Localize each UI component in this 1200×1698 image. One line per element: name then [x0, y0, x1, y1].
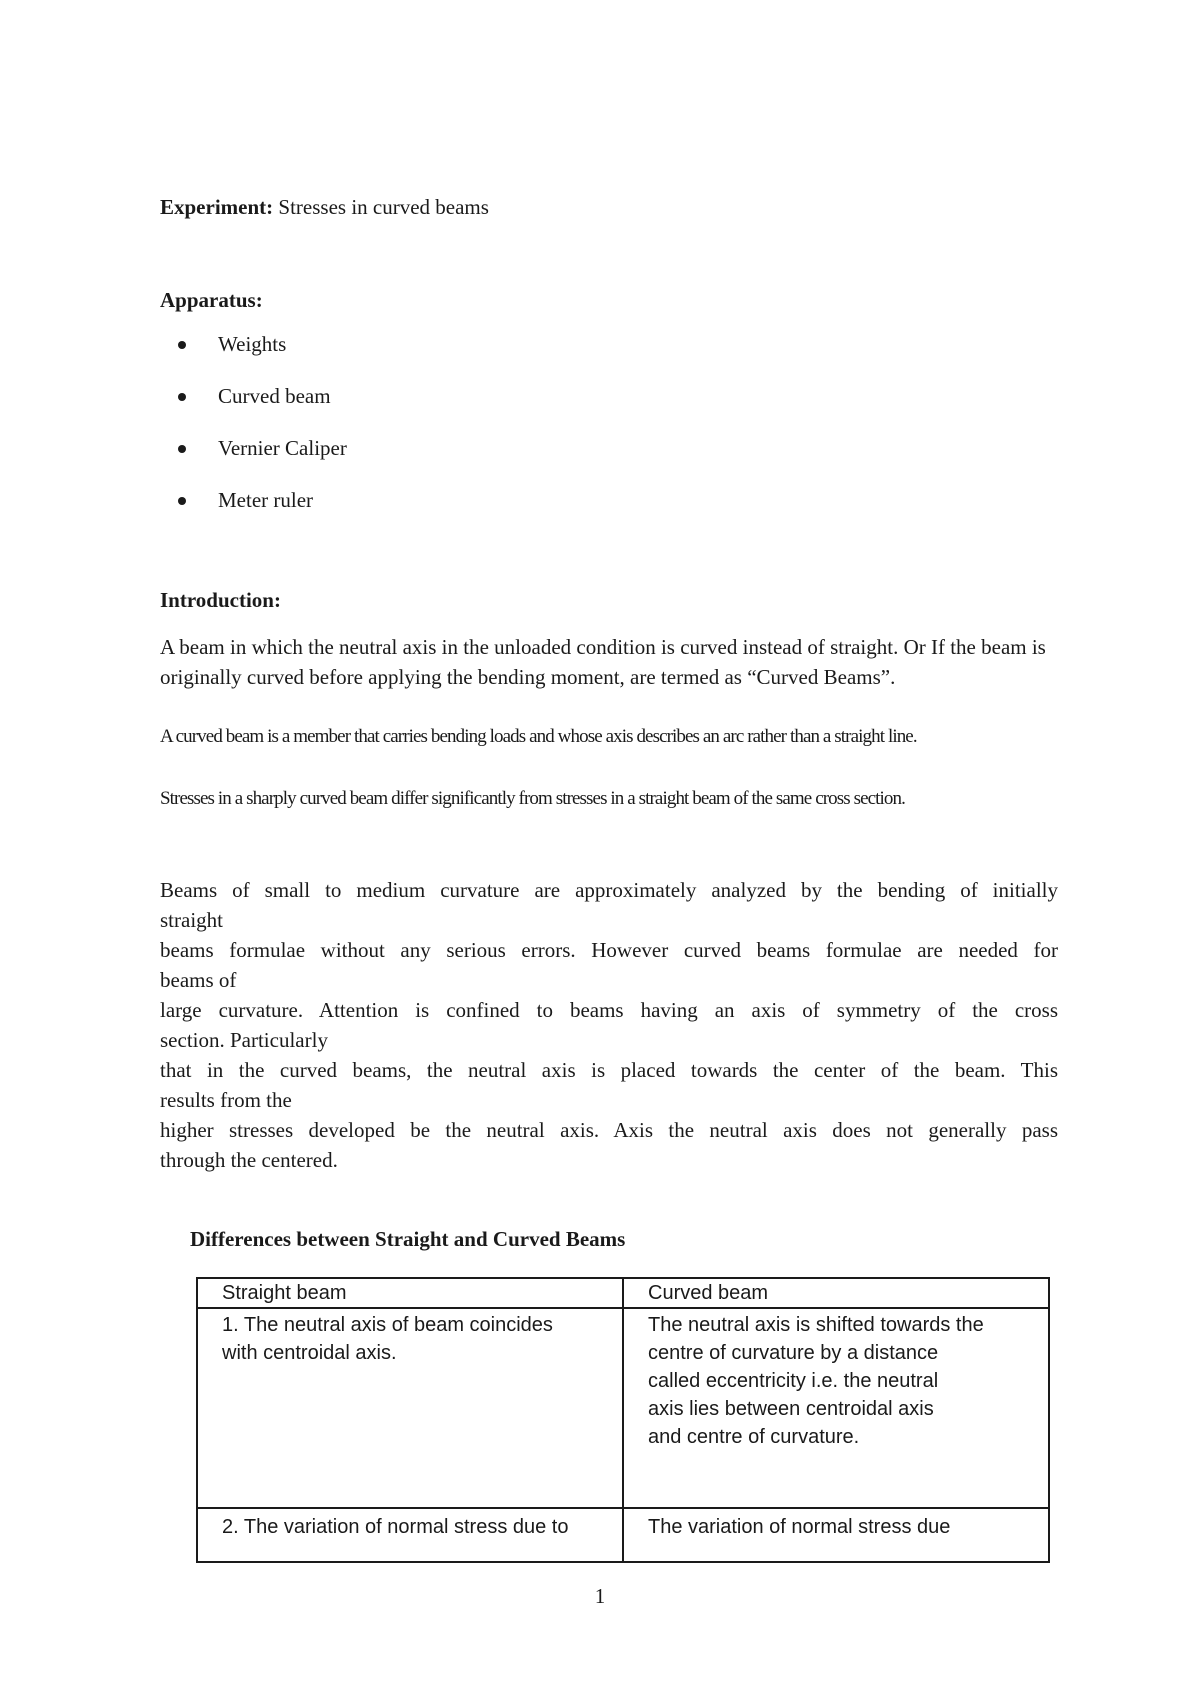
apparatus-list	[178, 330, 347, 538]
list-item	[178, 330, 347, 382]
intro-paragraph-1: A beam in which the neutral axis in the unloaded condition is curved instead of straight. Or If the beam is originally curved before applying the bending moment, are termed as “Curved Beams”.	[160, 635, 1046, 689]
bullet-icon	[178, 341, 186, 349]
differences-table	[196, 1277, 1050, 1563]
cell-line: 1. The neutral axis of beam coincides	[222, 1314, 553, 1336]
paragraph-line: straight	[160, 908, 223, 932]
cell-line: The neutral axis is shifted towards the	[648, 1314, 984, 1336]
paragraph-line: through the centered.	[160, 1148, 338, 1172]
cell-line: The variation of normal stress due	[648, 1516, 951, 1538]
cell-line: and centre of curvature.	[648, 1426, 860, 1448]
experiment-title: Stresses in curved beams	[278, 195, 489, 219]
paragraph-line: higher stresses developed be the neutral axis. Axis the neutral axis does not generally pass	[160, 1118, 1058, 1142]
intro-paragraph-3: Stresses in a sharply curved beam differ significantly from stresses in a straight beam of the same cross section.	[160, 788, 905, 809]
list-item	[178, 486, 347, 538]
intro-paragraph-2: A curved beam is a member that carries bending loads and whose axis describes an arc rather than a straight line.	[160, 726, 917, 747]
introduction-heading: Introduction:	[160, 588, 281, 612]
paragraph-line: that in the curved beams, the neutral axis is placed towards the center of the beam. This	[160, 1058, 1058, 1082]
column-header-straight: Straight beam	[197, 1278, 623, 1308]
paragraph-line: beams of	[160, 968, 237, 992]
cell-line: axis lies between centroidal axis	[648, 1398, 934, 1420]
paragraph-line: large curvature. Attention is confined to beams having an axis of symmetry of the cross	[160, 998, 1058, 1022]
list-item-label: Vernier Caliper	[218, 436, 347, 460]
paragraph-line: results from the	[160, 1088, 292, 1112]
cell-line: 2. The variation of normal stress due to	[222, 1516, 569, 1538]
curved-beam-cell	[623, 1508, 1049, 1562]
cell-line: called eccentricity i.e. the neutral	[648, 1370, 939, 1392]
paragraph-line: beams formulae without any serious errors. However curved beams formulae are needed for	[160, 938, 1058, 962]
curved-beam-cell	[623, 1308, 1049, 1508]
list-item-label: Curved beam	[218, 384, 331, 408]
page-number: 1	[594, 1584, 606, 1608]
paragraph-line: Beams of small to medium curvature are approximately analyzed by the bending of initially	[160, 878, 1058, 902]
paragraph-line: section. Particularly	[160, 1028, 328, 1052]
table-row	[197, 1308, 1049, 1508]
list-item-label: Meter ruler	[218, 488, 314, 512]
table-row	[197, 1508, 1049, 1562]
table-header-row	[197, 1278, 1049, 1308]
list-item	[178, 434, 347, 486]
bullet-icon	[178, 445, 186, 453]
bullet-icon	[178, 497, 186, 505]
column-header-curved: Curved beam	[623, 1278, 1049, 1308]
differences-heading: Differences between Straight and Curved Beams	[190, 1227, 626, 1251]
cell-line: with centroidal axis.	[222, 1342, 397, 1364]
experiment-label: Experiment:	[160, 195, 274, 219]
straight-beam-cell	[197, 1308, 623, 1508]
intro-paragraph-4	[160, 875, 1058, 1175]
apparatus-heading: Apparatus:	[160, 288, 263, 312]
list-item	[178, 382, 347, 434]
straight-beam-cell	[197, 1508, 623, 1562]
bullet-icon	[178, 393, 186, 401]
cell-line: centre of curvature by a distance	[648, 1342, 939, 1364]
experiment-line	[160, 193, 489, 221]
list-item-label: Weights	[218, 332, 287, 356]
